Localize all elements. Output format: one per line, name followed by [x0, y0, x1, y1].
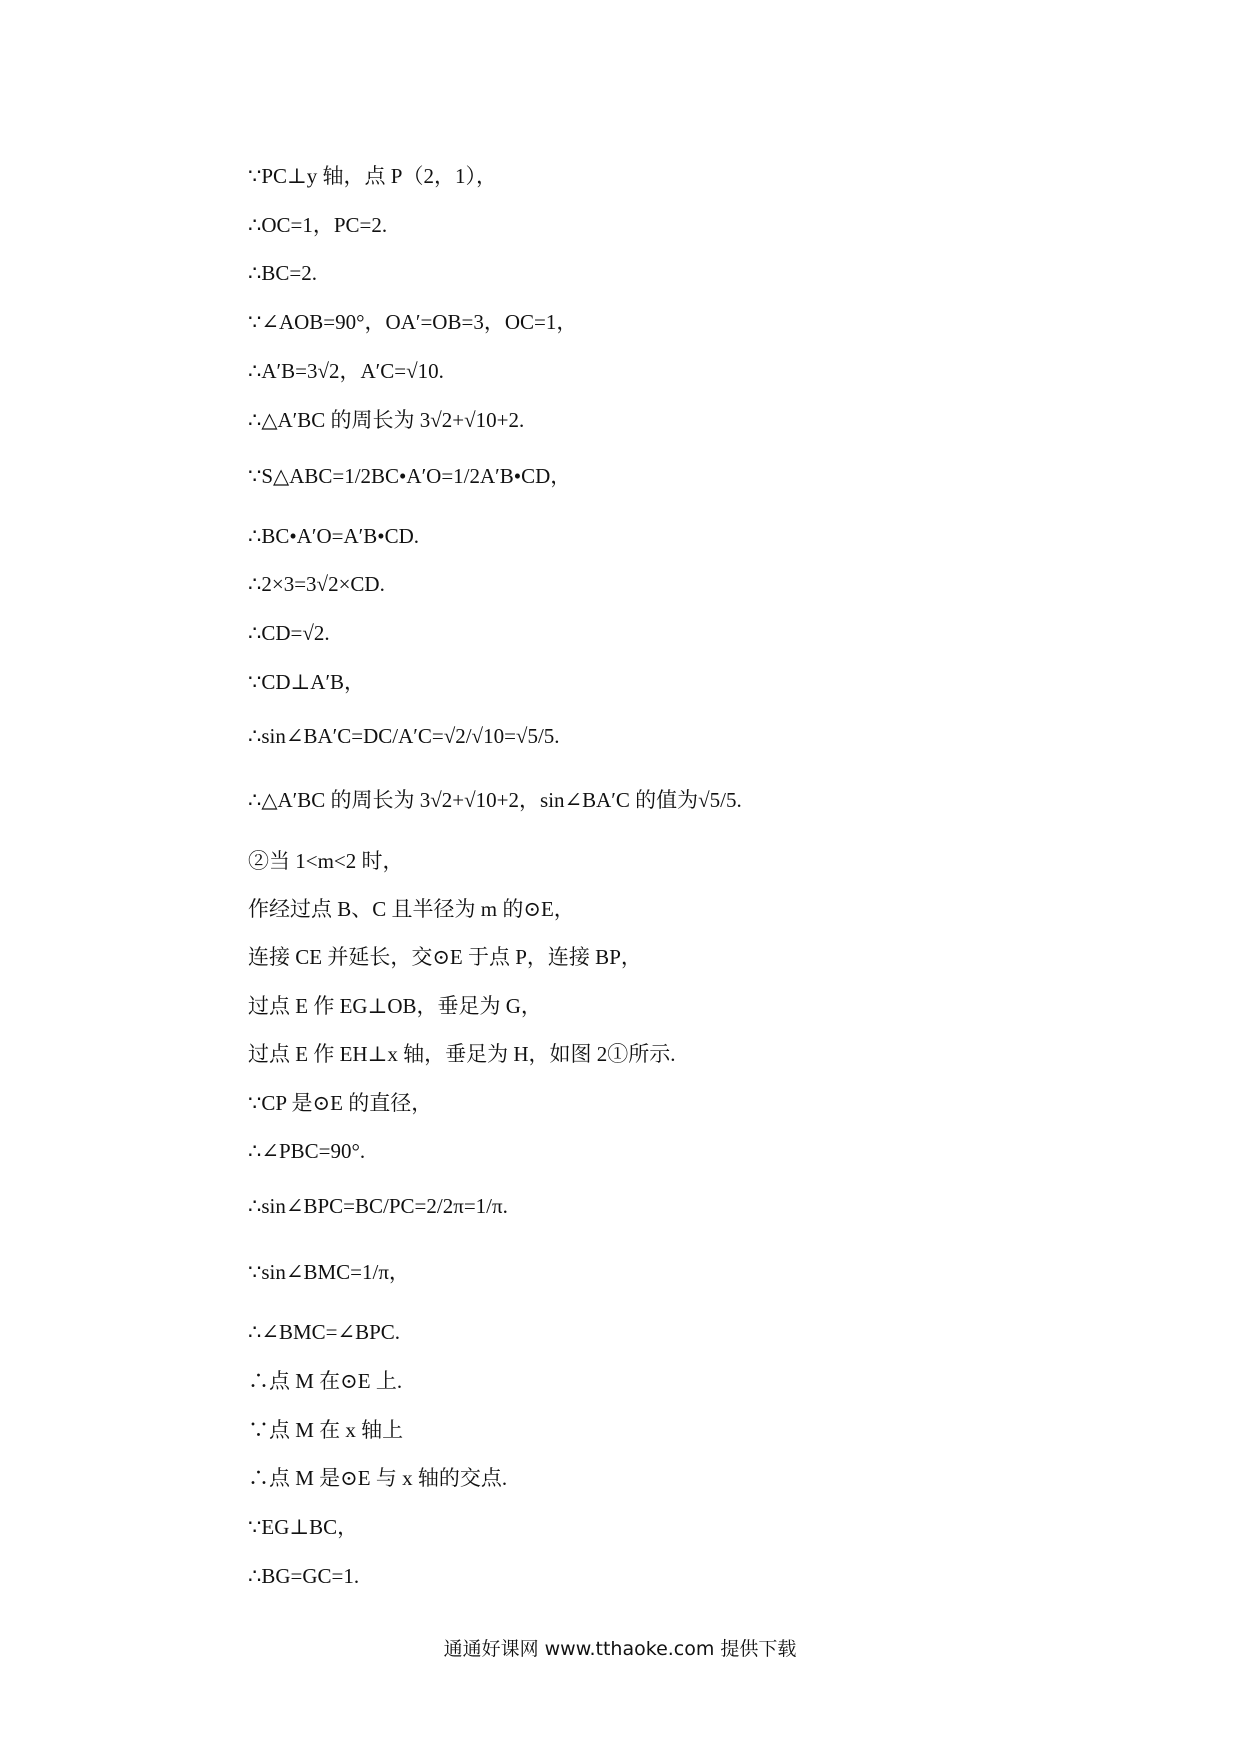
text-line: [248, 211, 387, 239]
text-line: [248, 1318, 400, 1346]
text-line: [248, 992, 542, 1020]
line-text: ∵EG⊥BC，: [248, 1515, 359, 1539]
line-text: ∴BG=GC=1.: [248, 1564, 360, 1588]
text-line: [248, 357, 444, 385]
line-text: 过点 E 作 EG⊥OB，垂足为 G，: [248, 994, 542, 1018]
line-text: ∴2×3=3√2×CD.: [248, 572, 385, 596]
line-text: ②当 1<m<2 时，: [248, 849, 404, 873]
text-line: [248, 1192, 508, 1220]
text-line: [248, 570, 385, 598]
text-line: [248, 1137, 365, 1165]
text-line: [248, 162, 497, 190]
line-text: ∴BC=2.: [248, 261, 317, 285]
text-line: [248, 406, 524, 434]
text-line: [248, 1562, 359, 1590]
line-text: ∴点 M 是⊙E 与 x 轴的交点.: [248, 1466, 508, 1490]
line-text: ∵sin∠BMC=1/π，: [248, 1260, 410, 1284]
line-text: ∴∠BMC=∠BPC.: [248, 1320, 401, 1344]
text-line: [248, 668, 365, 696]
text-line: [248, 1464, 507, 1492]
line-text: ∵CP 是⊙E 的直径，: [248, 1091, 433, 1115]
line-text: ∴点 M 在⊙E 上.: [248, 1369, 403, 1393]
line-text: 过点 E 作 EH⊥x 轴，垂足为 H，如图 2①所示.: [248, 1042, 676, 1066]
line-text: ∴sin∠BPC=BC/PC=2/2π=1/π.: [248, 1194, 508, 1218]
page-footer: 通通好课网 www.tthaoke.com 提供下载: [443, 1638, 797, 1660]
line-text: ∴A′B=3√2，A′C=√10.: [248, 359, 444, 383]
line-text: ∵PC⊥y 轴，点 P（2，1），: [248, 164, 497, 188]
text-line: [248, 1367, 402, 1395]
line-text: ∴OC=1，PC=2.: [248, 213, 388, 237]
text-line: [248, 1040, 675, 1068]
text-line: [248, 722, 560, 750]
text-line: [248, 462, 571, 490]
text-line: [248, 1513, 358, 1541]
text-line: [248, 522, 419, 550]
line-text: ∴△A′BC 的周长为 3√2+√10+2，sin∠BA′C 的值为√5/5.: [248, 788, 742, 812]
text-line: [248, 786, 742, 814]
line-text: ∴sin∠BA′C=DC/A′C=√2/√10=√5/5.: [248, 724, 560, 748]
line-text: ∴∠PBC=90°.: [248, 1139, 366, 1163]
line-text: ∴BC•A′O=A′B•CD.: [248, 524, 420, 548]
text-line: [248, 1089, 432, 1117]
text-line: [248, 943, 642, 971]
text-line: [248, 847, 404, 875]
text-line: [248, 619, 330, 647]
line-text: ∵点 M 在 x 轴上: [248, 1418, 404, 1442]
text-line: [248, 1258, 410, 1286]
line-text: ∴CD=√2.: [248, 621, 330, 645]
text-line: [248, 1416, 403, 1444]
line-text: 连接 CE 并延长，交⊙E 于点 P，连接 BP，: [248, 945, 642, 969]
line-text: ∵CD⊥A′B，: [248, 670, 366, 694]
line-text: ∵∠AOB=90°，OA′=OB=3，OC=1，: [248, 310, 578, 334]
text-line: [248, 895, 575, 923]
line-text: ∵S△ABC=1/2BC•A′O=1/2A′B•CD，: [248, 464, 572, 488]
line-text: ∴△A′BC 的周长为 3√2+√10+2.: [248, 408, 525, 432]
line-text: 作经过点 B、C 且半径为 m 的⊙E，: [248, 897, 575, 921]
text-line: [248, 308, 577, 336]
text-line: [248, 259, 317, 287]
